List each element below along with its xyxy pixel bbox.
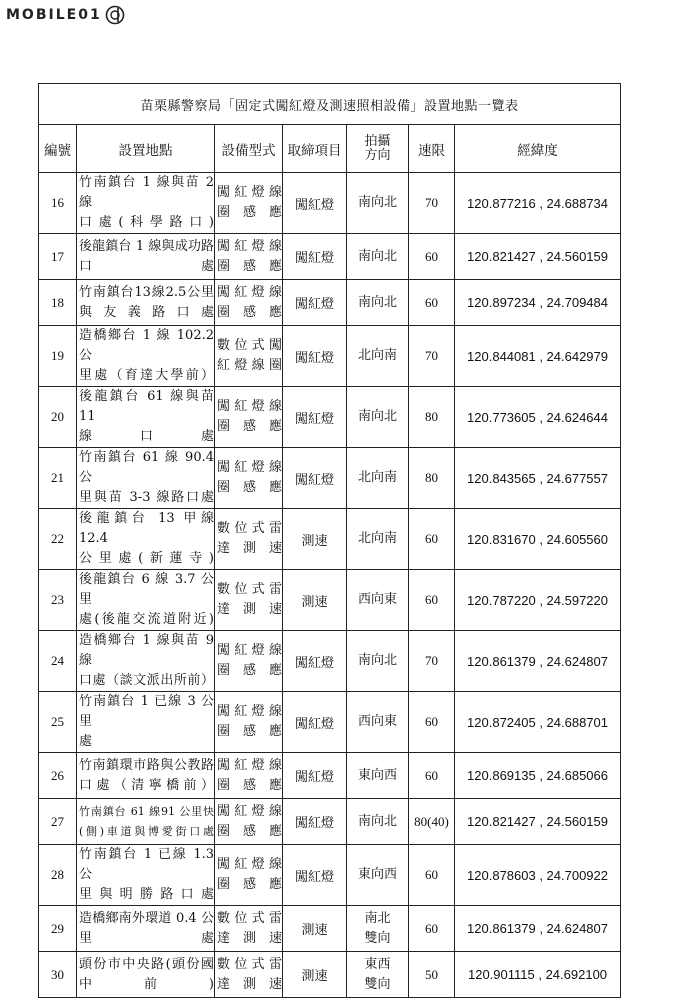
- cell-coord: 120.872405 , 24.688701: [455, 692, 621, 753]
- cell-item: 測速: [283, 906, 347, 952]
- table-row: [39, 692, 621, 753]
- cell-device-line2: 達測速: [217, 602, 282, 617]
- cell-direction: [347, 280, 409, 326]
- cell-device-line1: 闖紅燈線: [217, 857, 282, 872]
- cell-device-line2: 圈感應: [217, 724, 282, 739]
- cell-device-line1: 數位式雷: [217, 582, 282, 597]
- cell-location-line1: 後龍鎮台 13 甲線 12.4: [79, 511, 214, 546]
- cell-direction-line1: 南向北: [357, 195, 397, 210]
- mobile01-badge-icon: [104, 5, 126, 25]
- cell-device-line2: 圈感應: [217, 258, 282, 274]
- cell-device-line2: 圈感應: [217, 480, 282, 495]
- cell-location-line1: 後龍鎮台 61 線與苗 11: [79, 389, 214, 424]
- cell-device-line2: 達測速: [217, 976, 282, 992]
- cell-direction: [347, 509, 409, 570]
- cell-no: 24: [39, 631, 77, 692]
- cell-device-line2: 圈感應: [217, 877, 282, 892]
- cell-location-line2: 里處（育達大學前）: [79, 368, 214, 383]
- cell-device-line1: 數位式雷: [217, 910, 282, 926]
- cell-location-line2: (側)車道與博愛街口處: [79, 824, 214, 838]
- cell-direction-line1: 北向南: [357, 470, 397, 485]
- cell-no: 26: [39, 753, 77, 799]
- cell-direction-line1: 南向北: [357, 653, 397, 668]
- cell-device-line2: 達測速: [217, 541, 282, 556]
- cell-speed: 60: [409, 234, 455, 280]
- cell-location-line1: 造橋鄉南外環道 0.4 公: [79, 910, 214, 926]
- cell-speed: 60: [409, 280, 455, 326]
- cell-no: 29: [39, 906, 77, 952]
- cell-coord: 120.844081 , 24.642979: [455, 326, 621, 387]
- cell-device-line2: 圈感應: [217, 205, 282, 220]
- cell-location: [77, 173, 215, 234]
- cell-no: 18: [39, 280, 77, 326]
- cell-direction-line1: 南北: [364, 910, 391, 926]
- cell-no: 25: [39, 692, 77, 753]
- cell-device: [215, 509, 283, 570]
- cell-device: [215, 631, 283, 692]
- cell-direction-line1: 東向西: [357, 767, 397, 783]
- cell-coord: 120.869135 , 24.685066: [455, 753, 621, 799]
- cell-item: 測速: [283, 952, 347, 998]
- table-row: [39, 753, 621, 799]
- header-direction-top: 拍攝: [364, 133, 391, 149]
- cell-direction: [347, 570, 409, 631]
- cell-direction: [347, 387, 409, 448]
- header-no: 編號: [39, 125, 77, 173]
- cell-coord: 120.821427 , 24.560159: [455, 234, 621, 280]
- cell-device-line1: 闖紅燈線: [217, 185, 282, 200]
- cell-coord: 120.821427 , 24.560159: [455, 799, 621, 845]
- cell-item: 闖紅燈: [283, 280, 347, 326]
- cell-direction: [347, 448, 409, 509]
- cell-speed: 50: [409, 952, 455, 998]
- table-row: [39, 448, 621, 509]
- cell-direction-line1: 南向北: [357, 813, 397, 829]
- cell-device-line2: 圈感應: [217, 663, 282, 678]
- cell-location: [77, 631, 215, 692]
- cell-location-line1: 後龍鎮台 1 線與成功路: [79, 238, 214, 254]
- cell-device-line1: 闖紅燈線: [217, 284, 282, 300]
- cell-device-line1: 闖紅燈線: [217, 238, 282, 254]
- cell-device: [215, 906, 283, 952]
- cell-device-line2: 達測速: [217, 930, 282, 946]
- cell-speed: 80: [409, 387, 455, 448]
- cell-device: [215, 692, 283, 753]
- cell-coord: 120.861379 , 24.624807: [455, 631, 621, 692]
- cell-location: [77, 234, 215, 280]
- cell-device-line1: 闖紅燈線: [217, 643, 282, 658]
- cell-location-line2: 里處: [79, 930, 214, 946]
- cell-location-line1: 竹南鎮台 1 已線 1.3 公: [79, 847, 214, 882]
- table-row: [39, 173, 621, 234]
- cell-device: [215, 448, 283, 509]
- cell-coord: 120.773605 , 24.624644: [455, 387, 621, 448]
- header-location: 設置地點: [77, 125, 215, 173]
- cell-direction: [347, 631, 409, 692]
- cell-item: 闖紅燈: [283, 631, 347, 692]
- cell-device-line2: 圈感應: [217, 823, 282, 839]
- cell-item: 測速: [283, 570, 347, 631]
- cell-location-line1: 竹南鎮台 1 線與苗 2 線: [79, 175, 214, 210]
- cell-device-line1: 闖紅燈線: [217, 757, 282, 773]
- cell-location-line2: 與友義路口處: [79, 304, 214, 320]
- cell-direction: [347, 692, 409, 753]
- cell-location-line1: 竹南鎮環市路與公教路: [79, 757, 214, 773]
- cell-no: 23: [39, 570, 77, 631]
- cell-location-line2: 口處(科學路口): [79, 215, 214, 230]
- cell-location: [77, 845, 215, 906]
- cell-item: 闖紅燈: [283, 387, 347, 448]
- cell-device: [215, 845, 283, 906]
- cell-speed: 70: [409, 631, 455, 692]
- mobile01-logo: [6, 4, 126, 26]
- cell-direction: [347, 753, 409, 799]
- cell-direction-line2: 雙向: [364, 930, 391, 946]
- cell-location: [77, 387, 215, 448]
- cell-device-line1: 闖紅燈線: [217, 460, 282, 475]
- cell-direction-line1: 西向東: [357, 714, 397, 729]
- cell-device-line1: 數位式闖: [217, 338, 282, 353]
- cell-device: [215, 326, 283, 387]
- cell-device-line1: 數位式雷: [217, 521, 282, 536]
- cell-coord: 120.901115 , 24.692100: [455, 952, 621, 998]
- cell-direction: [347, 845, 409, 906]
- cell-direction-line1: 北向南: [357, 348, 397, 363]
- cell-item: 闖紅燈: [283, 326, 347, 387]
- cell-device-line1: 闖紅燈線: [217, 399, 282, 414]
- cell-item: 闖紅燈: [283, 234, 347, 280]
- cell-location-line1: 竹南鎮台 1 已線 3 公里: [79, 694, 214, 729]
- cell-speed: 60: [409, 845, 455, 906]
- cell-device: [215, 570, 283, 631]
- table-row: [39, 631, 621, 692]
- cell-location: [77, 280, 215, 326]
- cell-location-line1: 頭份市中央路(頭份國: [79, 956, 214, 972]
- cell-coord: 120.897234 , 24.709484: [455, 280, 621, 326]
- cell-speed: 80(40): [409, 799, 455, 845]
- cell-coord: 120.877216 , 24.688734: [455, 173, 621, 234]
- cell-location: [77, 753, 215, 799]
- cell-speed: 80: [409, 448, 455, 509]
- cell-location-line2: 里與明勝路口處: [79, 887, 214, 902]
- cell-device: [215, 799, 283, 845]
- cell-location-line2: 口處（清寧橋前）: [79, 777, 214, 793]
- cell-coord: 120.843565 , 24.677557: [455, 448, 621, 509]
- cell-device: [215, 234, 283, 280]
- cell-device-line2: 圈感應: [217, 304, 282, 320]
- cell-coord: 120.861379 , 24.624807: [455, 906, 621, 952]
- cell-no: 27: [39, 799, 77, 845]
- cell-item: 闖紅燈: [283, 845, 347, 906]
- cell-location-line1: 後龍鎮台 6 線 3.7 公里: [79, 572, 214, 607]
- table-row: [39, 387, 621, 448]
- cell-location-line1: 造橋鄉台 1 線與苗 9 線: [79, 633, 214, 668]
- cell-direction-line1: 南向北: [357, 409, 397, 424]
- camera-location-table: [38, 83, 621, 998]
- cell-location-line2: 口處（談文派出所前）: [79, 673, 214, 688]
- cell-direction-line1: 北向南: [357, 531, 397, 546]
- cell-location: [77, 509, 215, 570]
- cell-device: [215, 387, 283, 448]
- header-device: 設備型式: [215, 125, 283, 173]
- cell-location-line1: 竹南鎮台13線2.5公里: [79, 284, 214, 300]
- cell-direction-line1: 東向西: [357, 867, 397, 882]
- cell-location-line2: 中前): [79, 976, 214, 992]
- cell-location-line2: 口處: [79, 258, 214, 274]
- cell-location-line2: 處(後龍交流道附近): [79, 612, 214, 627]
- table-row: [39, 952, 621, 998]
- cell-device-line2: 圈感應: [217, 419, 282, 434]
- cell-location-line1: 造橋鄉台 1 線 102.2 公: [79, 328, 214, 363]
- cell-no: 19: [39, 326, 77, 387]
- cell-location-line2: 公里處(新蓮寺): [79, 551, 214, 566]
- table-row: [39, 280, 621, 326]
- cell-direction-line1: 南向北: [357, 294, 397, 310]
- cell-direction: [347, 173, 409, 234]
- cell-no: 30: [39, 952, 77, 998]
- cell-device: [215, 952, 283, 998]
- cell-location: [77, 326, 215, 387]
- cell-speed: 70: [409, 326, 455, 387]
- cell-item: 闖紅燈: [283, 753, 347, 799]
- cell-location: [77, 952, 215, 998]
- cell-direction-line1: 西向東: [357, 592, 397, 607]
- cell-no: 16: [39, 173, 77, 234]
- cell-item: 闖紅燈: [283, 692, 347, 753]
- cell-location-line2: 處: [79, 734, 93, 749]
- cell-direction: [347, 326, 409, 387]
- table-row: [39, 906, 621, 952]
- cell-item: 闖紅燈: [283, 799, 347, 845]
- cell-device-line1: 數位式雷: [217, 956, 282, 972]
- cell-coord: 120.878603 , 24.700922: [455, 845, 621, 906]
- cell-device: [215, 753, 283, 799]
- cell-device-line2: 圈感應: [217, 777, 282, 793]
- cell-no: 21: [39, 448, 77, 509]
- table-row: [39, 570, 621, 631]
- logo-text: MOBILE01: [6, 7, 102, 23]
- cell-speed: 60: [409, 692, 455, 753]
- cell-speed: 60: [409, 570, 455, 631]
- table-row: [39, 509, 621, 570]
- cell-device: [215, 173, 283, 234]
- table-row: [39, 845, 621, 906]
- cell-device-line1: 闖紅燈線: [217, 803, 282, 819]
- cell-speed: 60: [409, 906, 455, 952]
- cell-location: [77, 799, 215, 845]
- header-row: [39, 125, 621, 173]
- cell-direction-line2: 雙向: [364, 976, 391, 992]
- cell-item: 闖紅燈: [283, 448, 347, 509]
- cell-speed: 70: [409, 173, 455, 234]
- cell-location: [77, 692, 215, 753]
- cell-item: 闖紅燈: [283, 173, 347, 234]
- table-title: 苗栗縣警察局「固定式闖紅燈及測速照相設備」設置地點一覽表: [39, 84, 621, 125]
- header-direction: [347, 125, 409, 173]
- cell-location-line1: 竹南鎮台 61 線91 公里快: [79, 804, 214, 818]
- header-coord: 經緯度: [455, 125, 621, 173]
- header-direction-bottom: 方向: [364, 147, 391, 163]
- cell-location-line2: 里與苗 3-3 線路口處: [79, 490, 214, 505]
- cell-speed: 60: [409, 509, 455, 570]
- cell-device-line1: 闖紅燈線: [217, 704, 282, 719]
- cell-no: 28: [39, 845, 77, 906]
- cell-no: 22: [39, 509, 77, 570]
- table-row: [39, 799, 621, 845]
- cell-location: [77, 448, 215, 509]
- cell-device-line2: 紅燈線圈: [217, 358, 282, 373]
- cell-direction-line1: 南向北: [357, 248, 397, 264]
- cell-direction: [347, 952, 409, 998]
- cell-direction-line1: 東西: [364, 956, 391, 972]
- cell-direction: [347, 799, 409, 845]
- cell-no: 20: [39, 387, 77, 448]
- table-row: [39, 326, 621, 387]
- cell-no: 17: [39, 234, 77, 280]
- cell-location-line1: 竹南鎮台 61 線 90.4 公: [79, 450, 214, 485]
- header-item: 取締項目: [283, 125, 347, 173]
- cell-direction: [347, 906, 409, 952]
- cell-location: [77, 570, 215, 631]
- cell-speed: 60: [409, 753, 455, 799]
- header-speed: 速限: [409, 125, 455, 173]
- cell-location-line2: 線口處: [79, 429, 214, 444]
- table-row: [39, 234, 621, 280]
- cell-coord: 120.831670 , 24.605560: [455, 509, 621, 570]
- cell-direction: [347, 234, 409, 280]
- cell-location: [77, 906, 215, 952]
- cell-item: 測速: [283, 509, 347, 570]
- cell-coord: 120.787220 , 24.597220: [455, 570, 621, 631]
- cell-device: [215, 280, 283, 326]
